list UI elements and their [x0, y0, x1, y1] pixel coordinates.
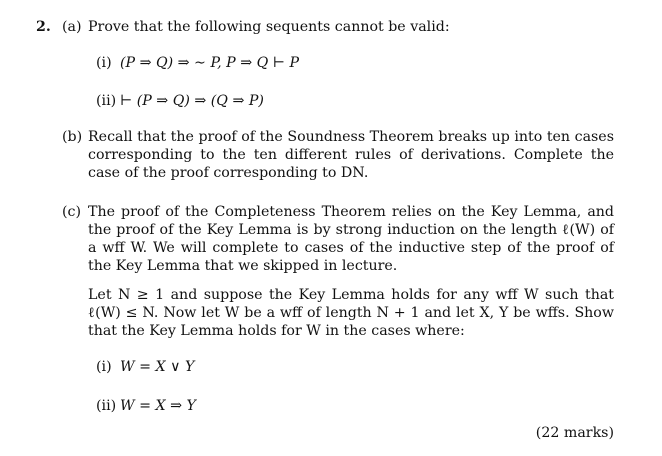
part-a-item-2-expression: ⊢ (P ⇒ Q) ⇒ (Q ⇒ P) [120, 93, 264, 109]
part-b-label: (b) [62, 129, 83, 145]
part-c-item-2-label: (ii) [96, 398, 117, 414]
part-c-label: (c) [62, 204, 82, 220]
question-number: 2. [36, 19, 51, 35]
part-c-paragraph-2: Let N ≥ 1 and suppose the Key Lemma holds for any wff W such that ℓ(W) ≤ N. Now let W be a wff of length N + 1 and let X, Y be wffs. Show that the Key Lemma holds for W in the cases where: [88, 287, 614, 339]
part-c-paragraph-1: The proof of the Completeness Theorem relies on the Key Lemma, and the proof of the Key Lemma is by strong induction on the length ℓ(W) of a wff W. We will complete to cases of the inductive step of the proof of the Key Lemma that we skipped in lecture. [88, 204, 614, 274]
part-a-item-1-expression: (P ⇒ Q) ⇒ ∼ P, P ⇒ Q ⊢ P [120, 55, 299, 71]
part-c-item-2-expression: W = X ⇒ Y [120, 398, 196, 414]
part-a-item-2-label: (ii) [96, 93, 117, 109]
part-a-text: Prove that the following sequents cannot be valid: [88, 19, 450, 35]
marks-total: (22 marks) [535, 425, 614, 441]
part-c-item-1-label: (i) [96, 359, 112, 375]
part-a-label: (a) [62, 19, 82, 35]
part-b-text: Recall that the proof of the Soundness Theorem breaks up into ten cases corresponding to the ten different rules of derivations. Complete the case of the proof corresponding to DN. [88, 129, 614, 181]
part-a-item-1-label: (i) [96, 55, 112, 71]
part-c-item-1-expression: W = X ∨ Y [120, 359, 195, 375]
